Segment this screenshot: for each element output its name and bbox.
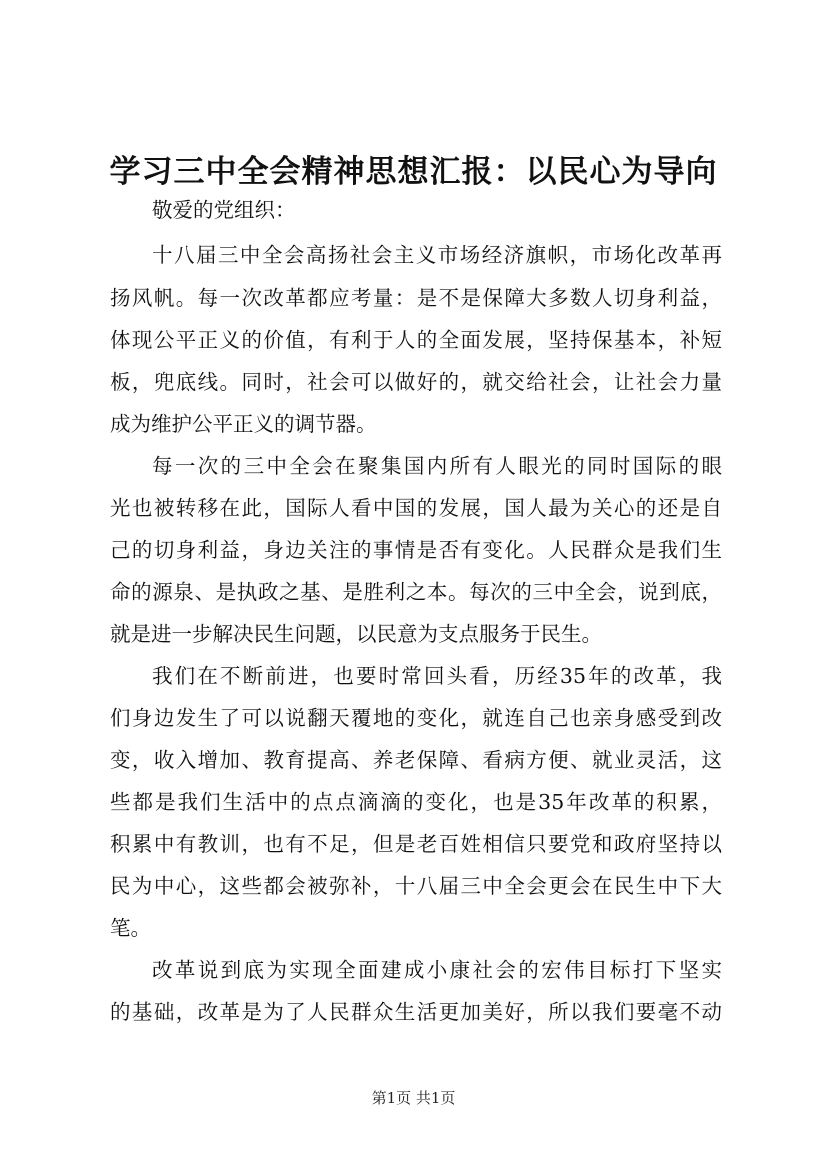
paragraph-line: 就是进一步解决民生问题，以民意为支点服务于民生。 — [110, 622, 602, 646]
page-footer: 第1页 共1页 — [371, 1089, 456, 1107]
paragraph-line: 板，兜底线。同时，社会可以做好的，就交给社会，让社会力量 — [110, 370, 722, 394]
paragraph-line: 成为维护公平正义的调节器。 — [110, 412, 377, 436]
paragraph-line: 些都是我们生活中的点点滴滴的变化，也是35年改革的积累， — [110, 790, 722, 814]
paragraph-line: 我们在不断前进，也要时常回头看，历经35年的改革，我 — [152, 664, 722, 688]
paragraph-line: 们身边发生了可以说翻天覆地的变化，就连自己也亲身感受到改 — [110, 706, 722, 730]
salutation: 敬爱的党组织： — [152, 198, 296, 222]
paragraph-line: 笔。 — [110, 916, 151, 940]
paragraph-line: 己的切身利益，身边关注的事情是否有变化。人民群众是我们生 — [110, 538, 722, 562]
paragraph-line: 每一次的三中全会在聚集国内所有人眼光的同时国际的眼 — [152, 454, 722, 478]
paragraph-line: 积累中有教训，也有不足，但是老百姓相信只要党和政府坚持以 — [110, 832, 722, 856]
paragraph-line: 体现公平正义的价值，有利于人的全面发展，坚持保基本，补短 — [110, 328, 722, 352]
paragraph-line: 改革说到底为实现全面建成小康社会的宏伟目标打下坚实 — [152, 958, 722, 982]
paragraph-line: 十八届三中全会高扬社会主义市场经济旗帜，市场化改革再 — [152, 243, 722, 267]
document-title: 学习三中全会精神思想汇报：以民心为导向 — [109, 154, 718, 190]
paragraph-line: 光也被转移在此，国际人看中国的发展，国人最为关心的还是自 — [110, 496, 722, 520]
paragraph-line: 民为中心，这些都会被弥补，十八届三中全会更会在民生中下大 — [110, 874, 722, 898]
paragraph-line: 扬风帆。每一次改革都应考量：是不是保障大多数人切身利益， — [110, 286, 722, 310]
paragraph-line: 的基础，改革是为了人民群众生活更加美好，所以我们要毫不动 — [110, 1000, 722, 1024]
paragraph-line: 命的源泉、是执政之基、是胜利之本。每次的三中全会，说到底， — [110, 580, 722, 604]
paragraph-line: 变，收入增加、教育提高、养老保障、看病方便、就业灵活，这 — [110, 748, 722, 772]
